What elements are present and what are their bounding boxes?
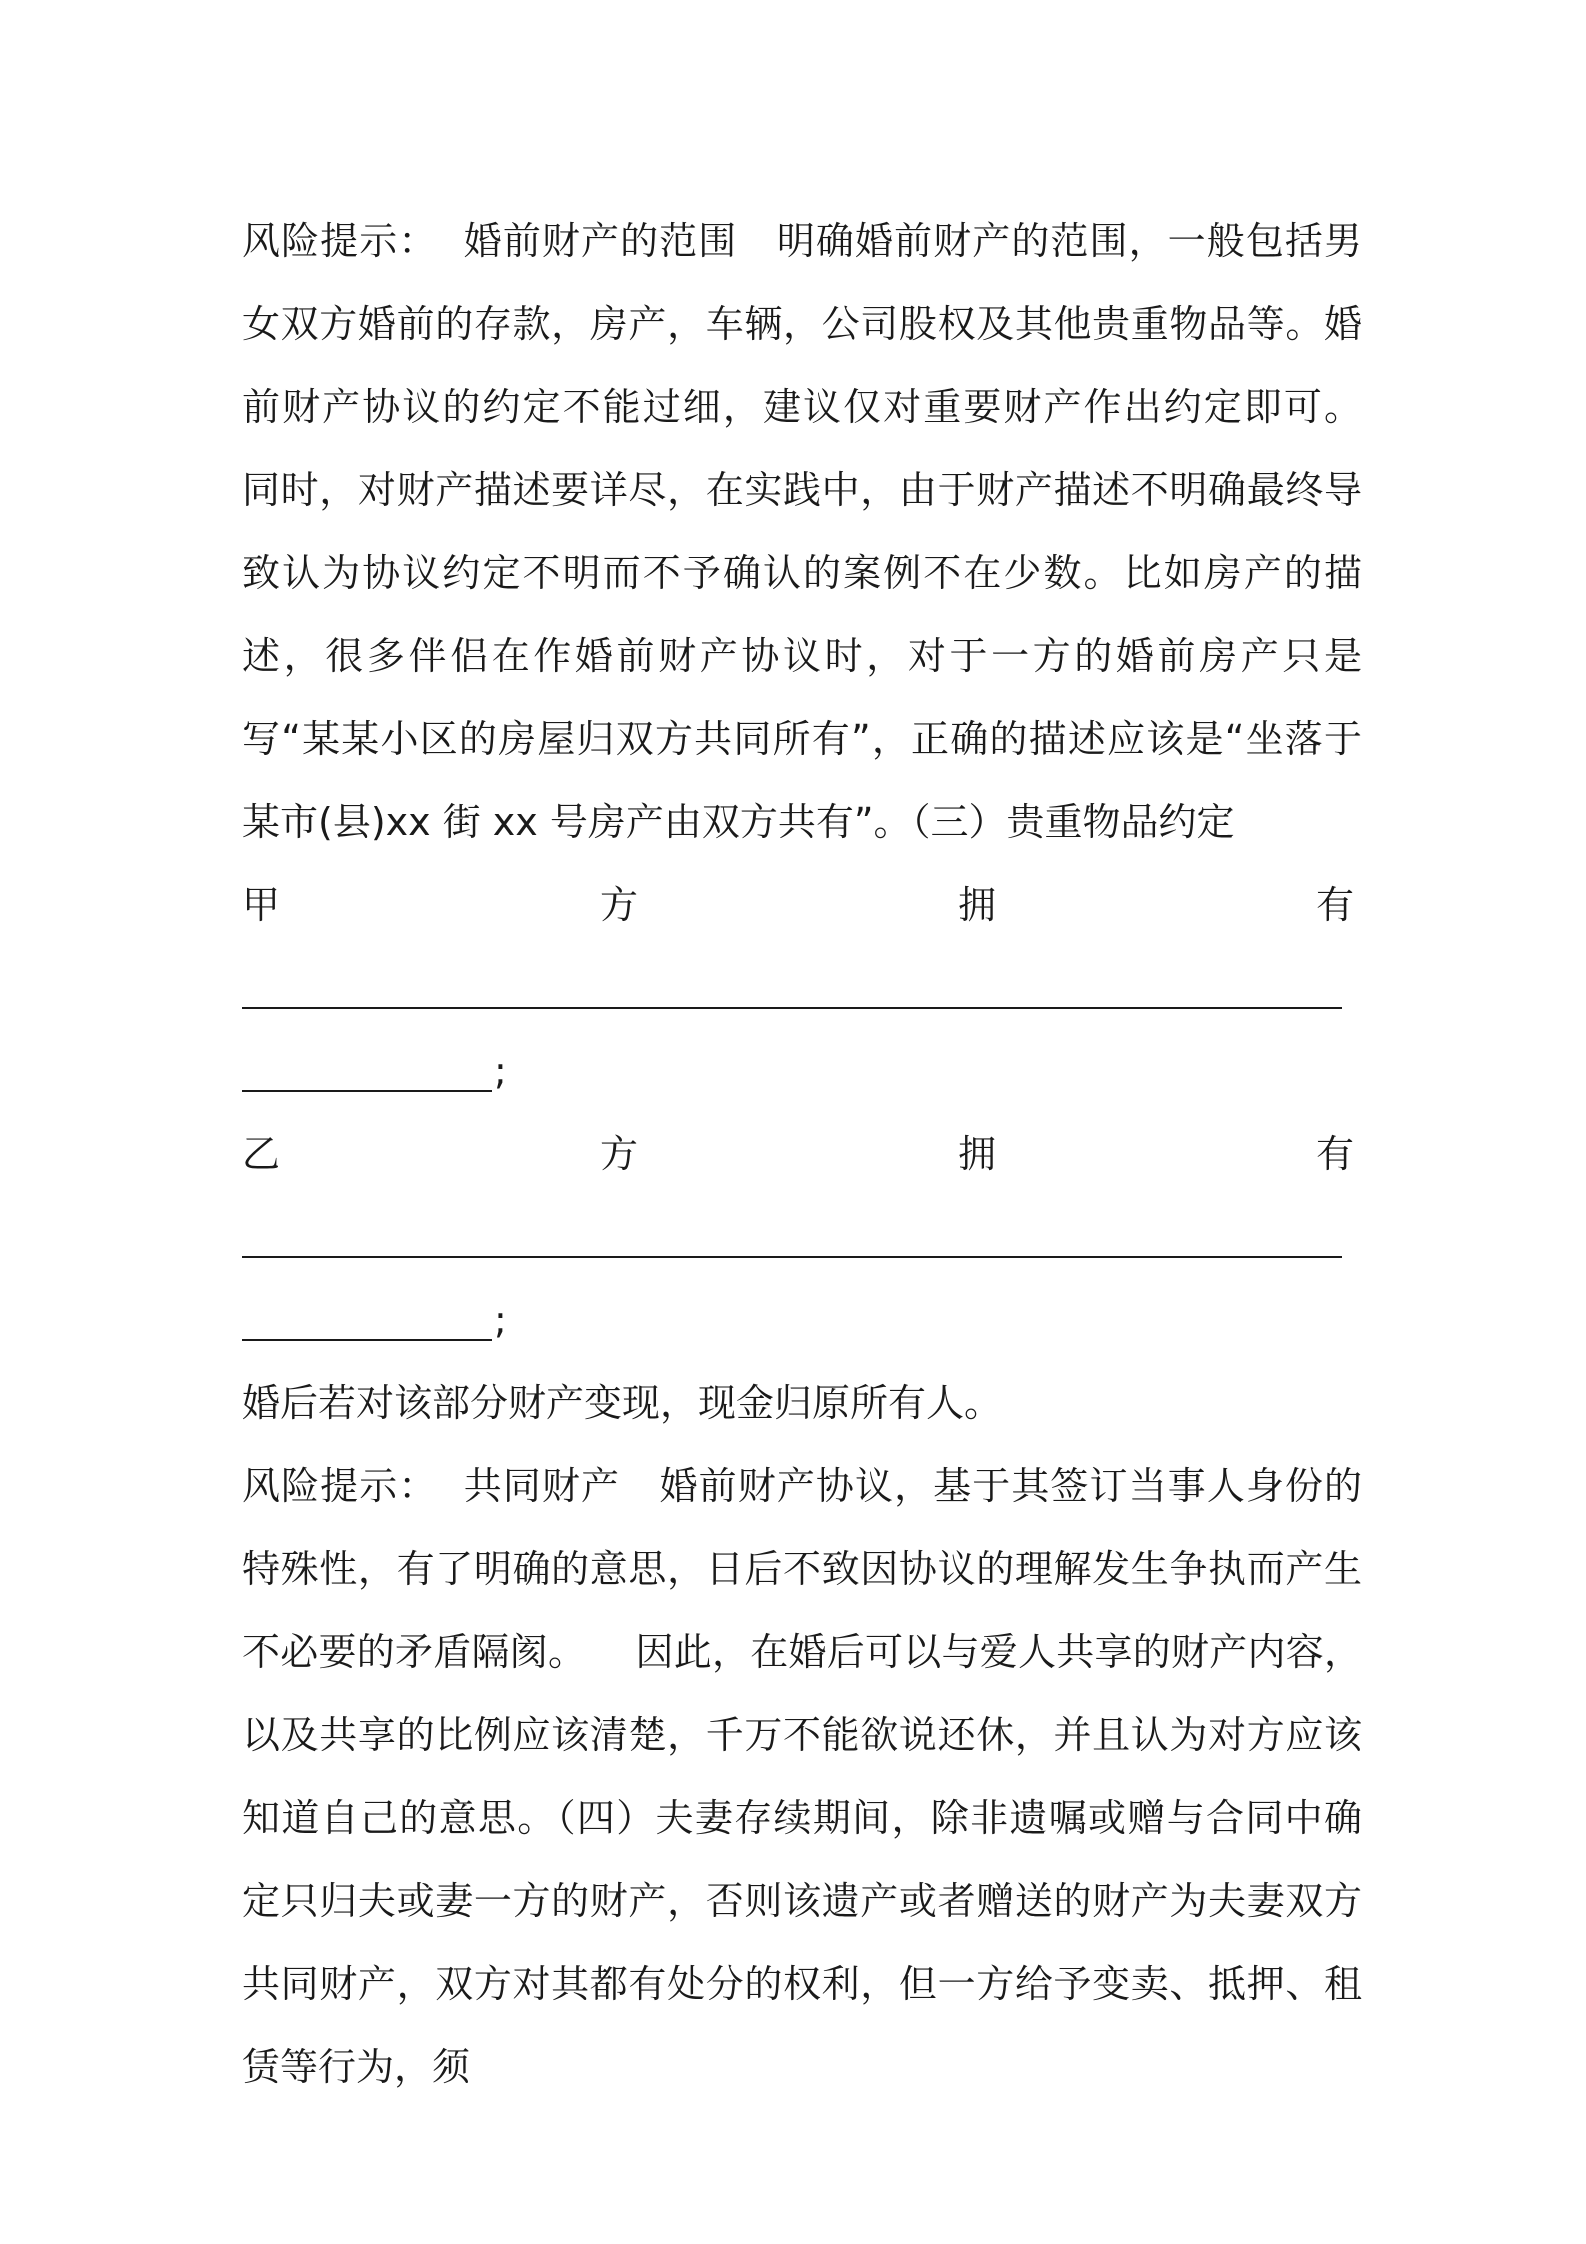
- fill-in-underline: [242, 1007, 1342, 1009]
- fill-in-underline: [242, 1256, 1342, 1258]
- party-a-char-3: 拥: [957, 883, 996, 927]
- party-a-blank-short: [242, 1030, 1362, 1113]
- cash-ownership-sentence: 婚后若对该部分财产变现，现金归原所有人。: [242, 1381, 1003, 1425]
- party-a-char-2: 方: [599, 883, 638, 927]
- party-a-blank-long: [242, 947, 1362, 1030]
- fill-in-underline: [242, 1339, 492, 1341]
- party-a-char-1: 甲: [242, 883, 281, 927]
- fill-in-underline: [242, 1090, 492, 1092]
- party-b-terminator: ;: [494, 1298, 507, 1342]
- risk-tip-paragraph-joint-property: 风险提示： 共同财产 婚前财产协议，基于其签订当事人身份的特殊性，有了明确的意思，日后不致因协议的理解发生争执而产生不必要的矛盾隔阂。 因此，在婚后可以与爱人共享的财产内容，以及共享的比例应该清楚，千万不能欲说还休，并且认为对方应该知道自己的意思。（四）夫妻存续期间，除非遗嘱或赠与合同中确定只归夫或妻一方的财产，否则该遗产或者赠送的财产为夫妻双方共同财产，双方对其都有处分的权利，但一方给予变卖、抵押、租赁等行为，须: [242, 1464, 1362, 2089]
- party-a-char-4: 有: [1315, 883, 1354, 927]
- document-body: [242, 200, 1435, 2109]
- risk-tip-paragraph-scope: 风险提示： 婚前财产的范围 明确婚前财产的范围，一般包括男女双方婚前的存款，房产，车辆，公司股权及其他贵重物品等。婚前财产协议的约定不能过细，建议仅对重要财产作出约定即可。 同时，对财产描述要详尽，在实践中，由于财产描述不明确最终导致认为协议约定不明而不予确认的案例不在少数。比如房产的描述，很多伴侣在作婚前财产协议时，对于一方的婚前房产只是写“某某小区的房屋归双方共同所有”，正确的描述应该是“坐落于某市(县)xx 街 xx 号房产由双方共有”。（三）贵重物品约定: [242, 219, 1435, 844]
- party-b-char-4: 有: [1315, 1132, 1354, 1176]
- party-a-owns-line: [242, 864, 1354, 947]
- party-a-terminator: ;: [494, 1049, 507, 1093]
- party-b-blank-short: [242, 1279, 1362, 1362]
- party-b-char-1: 乙: [242, 1132, 281, 1176]
- party-b-blank-long: [242, 1196, 1362, 1279]
- party-b-char-3: 拥: [957, 1132, 996, 1176]
- party-b-owns-line: [242, 1113, 1354, 1196]
- party-b-char-2: 方: [599, 1132, 638, 1176]
